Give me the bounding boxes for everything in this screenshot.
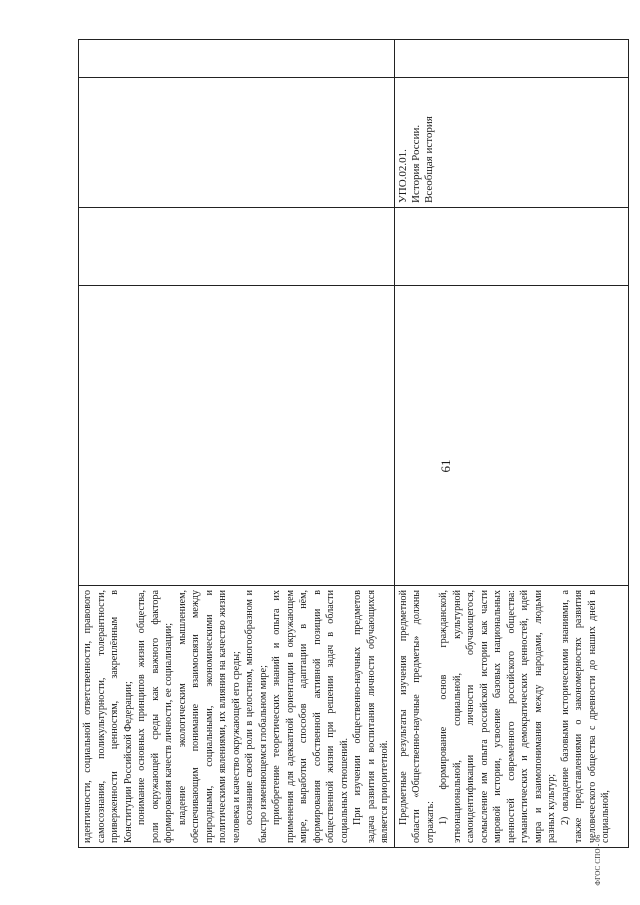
footer-code: ФГОС СПО - 06 <box>594 834 602 886</box>
row2-empty-cell-2 <box>394 286 628 586</box>
text-paragraph: При изучении общественно-научных предметов задача развития и воспитания личности обучающихся является приоритетной. <box>352 590 390 843</box>
row2-empty-cell-3 <box>394 208 628 286</box>
text-paragraph: идентичности, социальной ответственности, правового самосознания, поликультурности, толерантности, приверженности ценностям, закреплённым в Конституции Российской Федерации; <box>82 590 134 843</box>
text-paragraph: 2) овладение базовыми историческими знаниями, а также представлениями о закономерностях развития человеческого общества с древности до наших дней в социальной, <box>559 590 611 843</box>
row2-empty-cell-5 <box>394 40 628 78</box>
subject-name-line1: История России. <box>409 124 422 203</box>
text-paragraph: понимание основных принципов жизни общества, роли окружающей среды как важного фактора формирования качеств личности, ее социализации; <box>136 590 174 843</box>
text-paragraph: приобретение теоретических знаний и опыта их применения для адекватной ориентации в окружающем мире, выработки способов адаптации в нём, формирования собственной активной позиции в общественной жизни при решении задач в области социальных отношений. <box>271 590 350 843</box>
row1-text-cell <box>79 586 395 848</box>
row1-empty-cell-3 <box>79 208 395 286</box>
landscape-content <box>78 40 611 848</box>
subject-code: УПО.02.01. <box>396 149 409 203</box>
row1-empty-cell-4 <box>79 78 395 208</box>
rotated-table-area <box>78 40 611 848</box>
text-paragraph: владение экологическим мышлением, обеспечивающим понимание взаимосвязи между природными, социальными, экономическими и политическими явлениями, их влияния на качество жизни человека и качество окружающей его среды; <box>176 590 242 843</box>
text-paragraph: Предметные результаты изучения предметной области «Общественно-научные предметы» должны отражать: <box>397 590 436 843</box>
page-number: 61 <box>438 459 453 473</box>
table-row <box>79 40 395 848</box>
table-row <box>394 40 628 848</box>
text-paragraph: осознание своей роли в целостном, многообразном и быстро изменяющемся глобальном мире; <box>244 590 269 843</box>
subject-name-line2: Всеобщая история <box>422 116 435 203</box>
standard-table <box>78 39 629 848</box>
row1-empty-cell-5 <box>79 40 395 78</box>
row1-empty-cell-2 <box>79 286 395 586</box>
text-paragraph: 1) формирование основ гражданской, этнонациональной, социальной, культурной самоидентификации личности обучающегося, осмысление им опыта российской истории как части мировой истории, усвоение базовых национальных ценностей современного российского общества: гуманистических и демократических ценностей, идей мира и взаимопонимания между народами, людьми разных культур; <box>438 590 557 843</box>
row2-text-cell <box>394 586 628 848</box>
subject-cell <box>394 78 628 208</box>
